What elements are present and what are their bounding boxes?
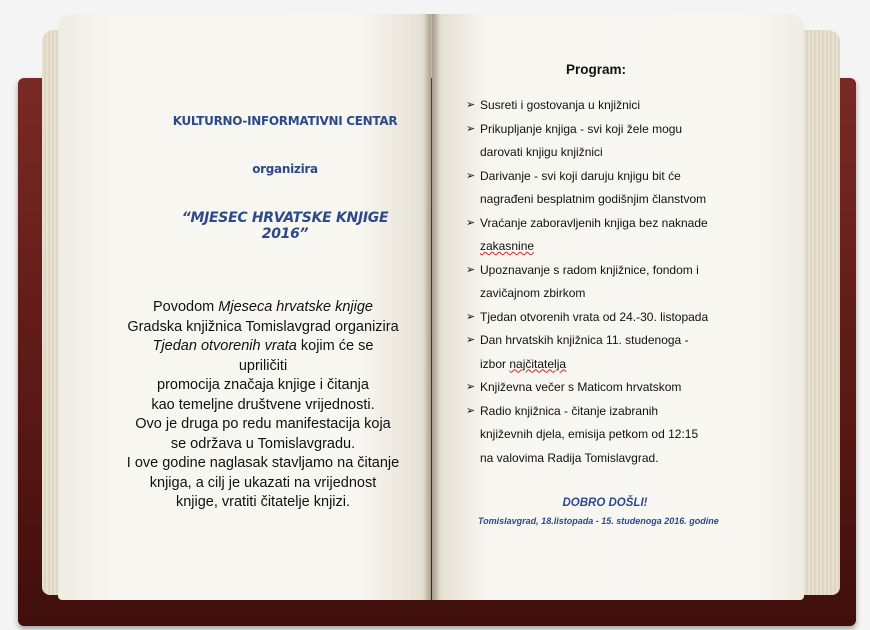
program-item <box>466 329 766 376</box>
program-item <box>466 259 766 306</box>
announcement-line <box>108 298 418 318</box>
program-item-line: Književna večer s Maticom hrvatskom <box>480 380 682 394</box>
program-title: Program: <box>565 62 626 77</box>
program-item-line: darovati knjigu knjižnici <box>480 145 603 159</box>
announcement-line <box>108 493 418 513</box>
event-title: “MJESEC HRVATSKE KNJIGE 2016” <box>181 210 389 242</box>
right-page-edges <box>800 30 840 595</box>
announcement-line-part: Tjedan otvorenih vrata <box>152 338 297 354</box>
welcome-text: DOBRO DOŠLI! <box>562 497 648 509</box>
announcement-line-part: Mjeseca hrvatske knjige <box>218 299 374 315</box>
arrow-bullet-icon: ➢ <box>466 216 476 229</box>
announcement-line-part: I ove godine naglasak stavljamo na čitanje <box>126 455 400 471</box>
program-list <box>466 94 766 470</box>
program-item <box>466 212 766 259</box>
program-item-line: Vraćanje zaboravljenih knjiga bez naknade <box>480 215 708 230</box>
announcement-line <box>108 435 418 455</box>
announcement-line-part: Gradska knjižnica Tomislavgrad organizira <box>127 318 399 335</box>
announcement-line-part: knjiga, a cilj je ukazati na vrijednost <box>149 474 377 491</box>
program-item <box>466 118 766 165</box>
announcement-line-part: kojim će se <box>296 338 374 354</box>
arrow-bullet-icon: ➢ <box>466 381 476 393</box>
program-item-line: Tjedan otvorenih vrata od 24.-30. listopada <box>480 309 709 324</box>
organizes-label: organizira <box>252 162 318 176</box>
program-item-line: književnih djela, emisija petkom od 12:15 <box>480 427 699 441</box>
arrow-bullet-icon: ➢ <box>466 310 476 323</box>
centre-name: KULTURNO-INFORMATIVNI CENTAR <box>172 114 398 128</box>
announcement-line <box>108 357 418 377</box>
program-item-line: na valovima Radija Tomislavgrad. <box>480 450 659 465</box>
announcement-line <box>108 415 418 435</box>
announcement-line-part: promocija značaja knjige i čitanja <box>157 377 369 393</box>
announcement-line-part: kao temeljne društvene vrijednosti. <box>151 396 375 413</box>
announcement-line <box>108 396 418 416</box>
arrow-bullet-icon: ➢ <box>466 334 476 346</box>
arrow-bullet-icon: ➢ <box>466 169 476 182</box>
program-item <box>466 94 766 118</box>
announcement-line <box>108 454 418 474</box>
program-item-line: Dan hrvatskih knjižnica 11. studenoga - <box>480 333 689 347</box>
program-item-line: Prikupljanje knjiga - svi koji žele mogu <box>480 121 683 136</box>
announcement-line-part: upriličiti <box>238 357 288 374</box>
program-item <box>466 376 766 400</box>
announcement-line-part: knjige, vratiti čitatelje knjizi. <box>175 494 351 510</box>
book-spine <box>424 14 440 600</box>
program-item <box>466 165 766 212</box>
program-item-line: Susreti i gostovanja u knjižnici <box>480 98 641 112</box>
announcement-line <box>108 376 418 396</box>
arrow-bullet-icon: ➢ <box>466 122 476 135</box>
program-item-line: zakasnine <box>480 239 535 253</box>
arrow-bullet-icon: ➢ <box>466 99 476 111</box>
program-item <box>466 306 766 330</box>
program-item-line: zavičajnom zbirkom <box>480 286 586 300</box>
announcement-line <box>108 474 418 494</box>
program-item-line: Radio knjižnica - čitanje izabranih <box>480 403 659 418</box>
program-item-line: izbor najčitatelja <box>480 356 567 371</box>
arrow-bullet-icon: ➢ <box>466 263 476 276</box>
announcement-line-part: se održava u Tomislavgradu. <box>170 435 356 452</box>
program-item-line: nagrađeni besplatnim godišnjim članstvom <box>480 192 707 206</box>
announcement-line-part: Povodom <box>152 299 219 315</box>
program-item-line: Darivanje - svi koji daruju knjigu bit će <box>480 168 681 183</box>
program-item-line: Upoznavanje s radom knjižnice, fondom i <box>480 262 699 277</box>
announcement-line-part: Ovo je druga po redu manifestacija koja <box>135 416 391 432</box>
announcement-line <box>108 318 418 338</box>
announcement-line <box>108 337 418 357</box>
announcement-text <box>108 298 418 513</box>
program-item <box>466 400 766 471</box>
arrow-bullet-icon: ➢ <box>466 404 476 417</box>
event-dates: Tomislavgrad, 18.listopada - 15. studenoga 2016. godine <box>478 516 719 526</box>
